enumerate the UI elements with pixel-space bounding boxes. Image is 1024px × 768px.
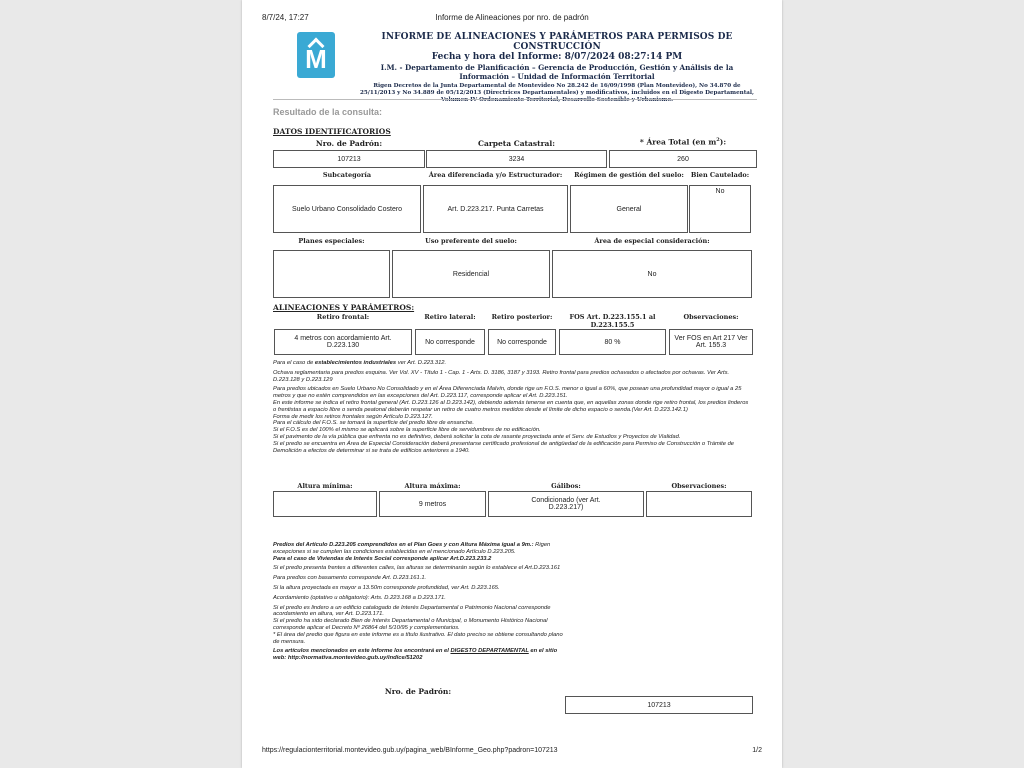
print-page-number: 1/2: [752, 747, 762, 754]
report-decrees: Rigen Decretos de la Junta Departamental de Montevideo No 28.242 de 16/09/1998 (Plan Montevideo), No 34.870 de 25/11/2013 y No 34.889 de 05/12/2013 (Directrices Departamentales) y modificativos, incluidos en el Digesto Departamental, Volumen IV Ordenamiento Territorial, Desarrollo Sostenible y Urbanismo.: [360, 83, 754, 103]
lateral-label: Retiro lateral:: [424, 313, 476, 321]
altura-max-label: Altura máxima:: [404, 482, 461, 490]
bien-value: No: [689, 185, 751, 233]
montevideo-logo: [297, 32, 335, 78]
area-dif-label: Área diferenciada y/o Estructurador:: [428, 171, 563, 179]
note-fos-calc: Para el cálculo del F.O.S. se tomará la superficie del predio libre de ensanche.: [273, 420, 474, 427]
note-forma: Forma de medir los retiros frontales según Artículo D.223.127.: [273, 413, 433, 420]
footer-padron-value: 107213: [565, 696, 753, 714]
height-notes: [273, 542, 563, 662]
planes-value: [273, 250, 390, 298]
note-frentes: Si el predio presenta frentes a diferentes calles, las alturas se determinarán según lo establece el Art.D.223.161: [273, 565, 561, 572]
area-esp-label: Área de especial consideración:: [594, 237, 710, 245]
alineaciones-section-title: ALINEACIONES Y PARÁMETROS:: [273, 303, 415, 312]
carpeta-value: 3234: [426, 150, 607, 168]
fos-label: FOS Art. D.223.155.1 al D.223.155.5: [569, 313, 656, 329]
note-fos-100: Si el F.O.S es del 100% el mismo se aplicará sobre la superficie libre de servidumbres de no edificación.: [273, 427, 541, 434]
lateral-value: No corresponde: [415, 329, 485, 355]
note-lindero: Si el predio es lindero a un edificio catalogado de Interés Departamental o Patrimonio Nacional corresponde acordamiento en altura, ver Art. D.223.171.: [273, 604, 551, 618]
frontal-label: Retiro frontal:: [316, 313, 370, 321]
datos-section-title: DATOS IDENTIFICATORIOS: [273, 127, 391, 136]
area-esp-value: No: [552, 250, 752, 298]
note-vis: Para el caso de Viviendas de Interés Social corresponde aplicar Art.D.223.233.2: [273, 555, 492, 562]
regimen-label: Régimen de gestión del suelo:: [574, 171, 684, 179]
area-label: * Área Total (en $m^2$):: [639, 137, 727, 147]
galibos-label: Gálibos:: [551, 482, 581, 490]
report-page: [242, 0, 782, 768]
note-area-ilustrativa: * El área del predio que figura en este informe es a título ilustrativo. El dato preciso se obtiene consultando plano de mensura.: [273, 631, 563, 645]
header-divider: [273, 99, 757, 100]
padron-value: 107213: [273, 150, 425, 168]
alturas-obs-value: [646, 491, 752, 517]
altura-max-value: 9 metros: [379, 491, 486, 517]
logo-glyph: M: [305, 44, 327, 74]
obs-value: Ver FOS en Art 217 Ver Art. 155.3: [669, 329, 753, 355]
note-retiro: En este informe se indica el retiro frontal general (Art. D.223.126 al D.223.142), debiendo además tenerse en cuenta que, en aquellas zonas donde rige retiro frontal, los predios linderos o frentistas a espacio libre o senda peatonal deberán respetar un retiro de cuatro metros medidos desde el límite de dicho espacio o senda.(Ver Art. D.223.142.1): [273, 399, 749, 413]
subcat-value: Suelo Urbano Consolidado Costero: [273, 185, 421, 233]
note-industrial: Para el caso de establecimientos industriales ver Art. D.223.312.: [273, 360, 447, 366]
footer-padron-label: Nro. de Padrón:: [384, 687, 452, 696]
note-suelo: Para predios ubicados en Suelo Urbano No Consolidado y en el Área Diferenciada Malvín, donde rige un F.O.S. menor o igual a 60%, que posean una profundidad mayor o igual a 25 metros y que no estén comprendidos en las excepciones del Art. D.223.117, corresponde aplicar el Art. D.223.151.: [273, 386, 742, 400]
area-value: 260: [609, 150, 757, 168]
bien-label: Bien Cautelado:: [690, 171, 750, 179]
report-datetime: Fecha y hora del Informe: 8/07/2024 08:27:14 PM: [431, 52, 683, 62]
parameter-notes: [273, 360, 753, 454]
note-acordamiento: Acordamiento (optativo u obligatorio): Arts. D.223.168 a D.223.171.: [273, 594, 446, 601]
altura-min-label: Altura mínima:: [297, 482, 353, 490]
note-especial: Si el predio se encuentra en Área de Especial Consideración deberá presentarse certificado profesional de antigüedad de la edificación para Permiso de Construcción o Trámite de Demolición a efectos de determinar si se trata de edificios anteriores a 1940.: [273, 440, 735, 454]
area-dif-value: Art. D.223.217. Punta Carretas: [423, 185, 568, 233]
galibos-value: Condicionado (ver Art. D.223.217): [488, 491, 644, 517]
note-digesto: Los artículos mencionados en este informe los encontrará en el DIGESTO DEPARTAMENTAL en el sitio web: http://normativa.montevideo.gub.uy/indice/51202: [273, 648, 558, 662]
note-altura: Si la altura proyectada es mayor a 13.50m corresponde profundidad, ver Art. D.223.165.: [273, 584, 500, 591]
note-bien-interes: Si el predio ha sido declarado Bien de Interés Departamental o Municipal, o Monumento Histórico Nacional corresponde aplicar el Decreto Nº 26864 del 5/10/95 y complementarios.: [273, 618, 548, 631]
uso-value: Residencial: [392, 250, 550, 298]
uso-label: Uso preferente del suelo:: [425, 237, 517, 245]
report-title: INFORME DE ALINEACIONES Y PARÁMETROS PARA PERMISOS DE CONSTRUCCIÓN: [381, 32, 733, 52]
obs-label: Observaciones:: [683, 313, 739, 321]
altura-min-value: [273, 491, 377, 517]
fos-value: 80 %: [559, 329, 666, 355]
carpeta-label: Carpeta Catastral:: [478, 139, 555, 148]
planes-label: Planes especiales:: [298, 237, 365, 245]
subcat-label: Subcategoría: [322, 171, 372, 179]
digesto-link[interactable]: DIGESTO DEPARTAMENTAL: [450, 648, 529, 655]
report-department: I.M. - Departamento de Planificación – Gerencia de Producción, Gestión y Análisis de la Información – Unidad de Información Territorial: [380, 63, 734, 81]
posterior-value: No corresponde: [488, 329, 556, 355]
posterior-label: Retiro posterior:: [491, 313, 553, 321]
print-title: Informe de Alineaciones por nro. de padrón: [435, 13, 589, 22]
regimen-value: General: [570, 185, 688, 233]
padron-label: Nro. de Padrón:: [315, 139, 383, 148]
print-date: 8/7/24, 17:27: [262, 13, 309, 22]
print-url: https://regulacionterritorial.montevideo.gub.uy/pagina_web/BInforme_Geo.php?padron=107213: [262, 747, 558, 754]
note-basamento: Para predios con basamento corresponde Art. D.223.161.1.: [273, 575, 427, 582]
report-header: [357, 32, 757, 104]
result-label: Resultado de la consulta:: [273, 107, 383, 117]
note-pavimento: Si el pavimento de la vía pública que enfrenta no es definitivo, deberá solicitar la cota de rasante proyectada ante el Serv. de Estudios y Proyectos de Vialidad.: [273, 433, 681, 440]
alturas-obs-label: Observaciones:: [671, 482, 727, 490]
frontal-value: 4 metros con acordamiento Art. D.223.130: [274, 329, 412, 355]
note-goes: Predios del Artículo D.223.205 comprendidos en el Plan Goes y con Altura Máxima igual a 9m.: Rigen excepciones si se cumplen las condiciones establecidas en el mencionado Artículo D.223.205.: [273, 542, 551, 555]
note-ochava: Ochava reglamentaria para predios esquina. Ver Vol. XV - Título 1 - Cap. 1 - Arts. D. 3186, 3187 y 3193. Retiro frontal para predios ochavados o afectados por ochavas. Ver Arts. D.223.128 y D.223.129: [273, 369, 730, 383]
